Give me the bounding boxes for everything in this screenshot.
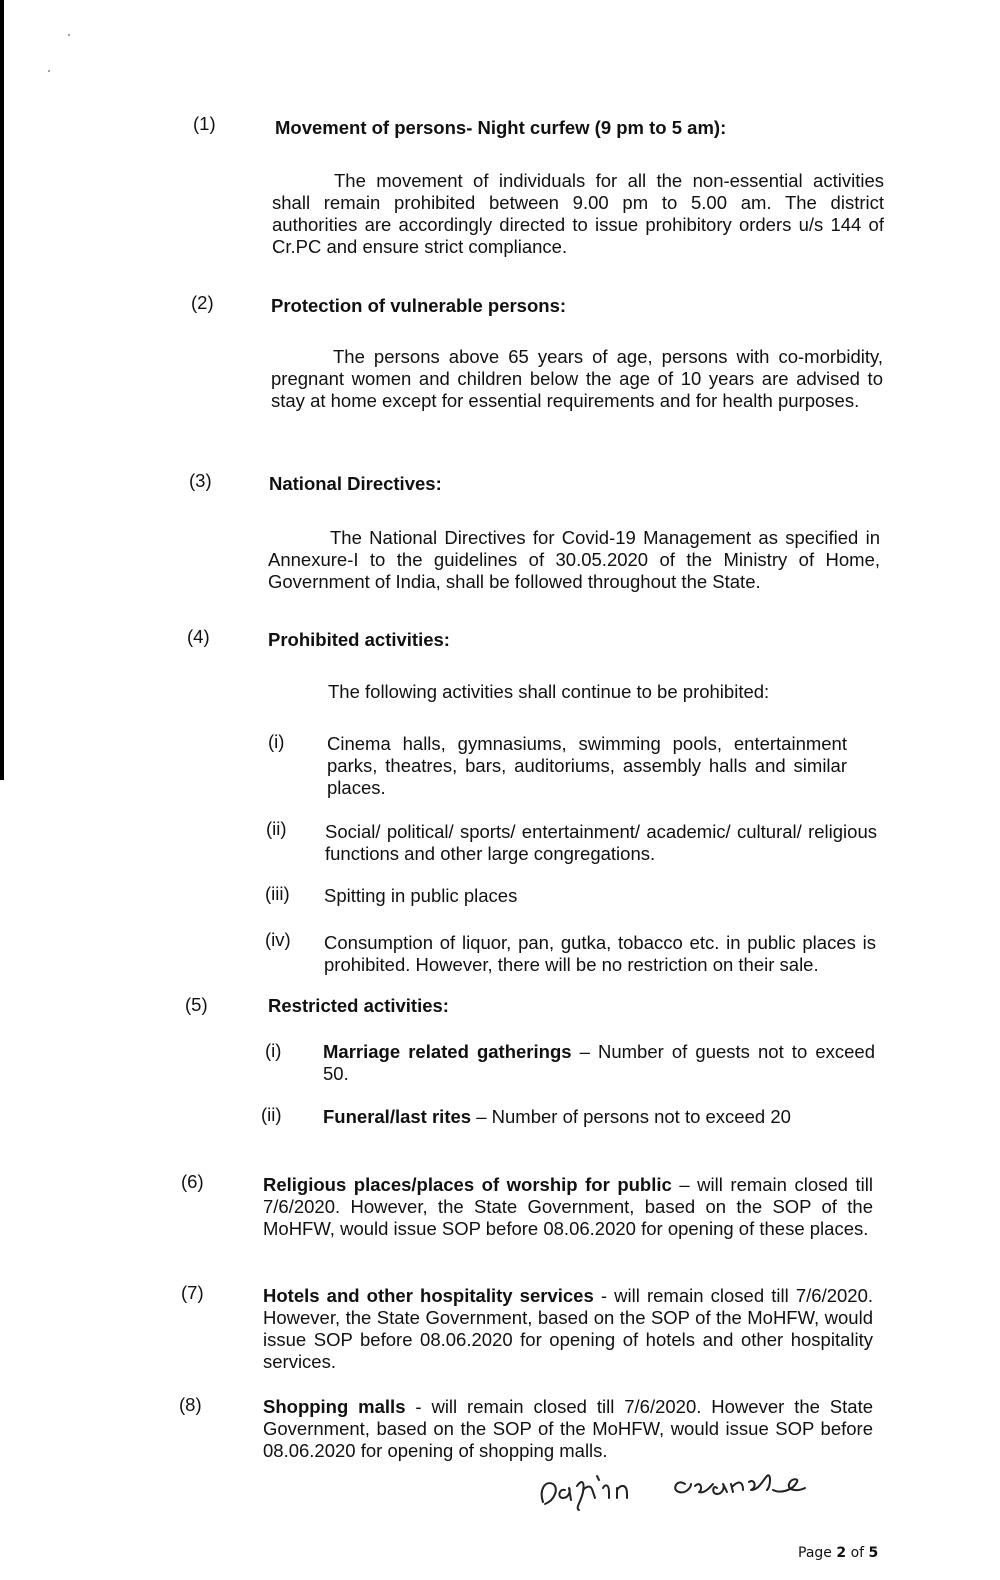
item-text: Social/ political/ sports/ entertainment/ academic/ cultural/ religious functions and other large congregations. (325, 821, 877, 864)
section-body: The persons above 65 years of age, persons with co-morbidity, pregnant women and children below the age of 10 years are advised to stay at home except for essential requirements and for health purposes. (271, 346, 883, 411)
section-number: (3) (189, 470, 212, 491)
item-number: (ii) (266, 818, 287, 839)
item-text: Consumption of liquor, pan, gutka, tobacco etc. in public places is prohibited. However, there will be no restriction on their sale. (324, 932, 876, 975)
item-text (323, 1106, 875, 1128)
section-detail: - will remain closed till 7/6/2020. However, the State Government, based on the SOP of the MoHFW, would issue SOP before 08.06.2020 for opening of hotels and other hospitality services. (263, 1285, 874, 1372)
section-number: (7) (181, 1282, 204, 1303)
page-label: Page (798, 1545, 832, 1561)
section-detail: – will remain closed till 7/6/2020. However, the State Government, based on the SOP of the MoHFW, would issue SOP before 08.06.2020 for opening of these places. (263, 1174, 873, 1239)
section-heading: Restricted activities: (268, 995, 449, 1016)
handwritten-signature (535, 1450, 855, 1520)
item-number: (ii) (261, 1104, 282, 1125)
item-detail: – Number of persons not to exceed 20 (471, 1106, 791, 1127)
page-of: of (850, 1545, 865, 1561)
page-current: 2 (836, 1545, 847, 1561)
section-body (263, 1174, 873, 1240)
item-title: Marriage related gatherings (323, 1041, 572, 1062)
item-number: (iv) (265, 929, 291, 950)
section-title: Religious places/places of worship for public (263, 1174, 672, 1195)
section-detail: - will remain closed till 7/6/2020. However the State Government, based on the SOP of the MoHFW, would issue SOP before 08.06.2020 for opening of shopping malls. (263, 1396, 874, 1461)
scan-speck (48, 70, 50, 72)
section-number: (6) (181, 1171, 204, 1192)
section-title: Hotels and other hospitality services (263, 1285, 594, 1306)
section-heading: Movement of persons- Night curfew (9 pm to 5 am): (275, 117, 727, 138)
section-heading: Prohibited activities: (268, 629, 450, 650)
section-body: The following activities shall continue to be prohibited: (328, 681, 770, 702)
item-text: Cinema halls, gymnasiums, swimming pools, entertainment parks, theatres, bars, auditoriums, assembly halls and similar places. (327, 733, 847, 798)
section-number: (8) (179, 1394, 202, 1415)
section-body (263, 1285, 873, 1373)
section-heading: National Directives: (269, 473, 442, 494)
section-body: The National Directives for Covid-19 Management as specified in Annexure-I to the guidelines of 30.05.2020 of the Ministry of Home, Government of India, shall be followed throughout the State. (268, 527, 880, 592)
section-number: (4) (187, 626, 210, 647)
section-number: (1) (193, 113, 216, 134)
item-number: (iii) (265, 883, 290, 904)
item-detail: – Number of guests not to exceed 50. (323, 1041, 875, 1084)
page-total: 5 (868, 1545, 879, 1561)
item-number: (i) (265, 1040, 282, 1061)
section-number: (2) (191, 292, 214, 313)
scan-edge (0, 0, 4, 780)
item-number: (i) (268, 731, 285, 752)
item-title: Funeral/last rites (323, 1106, 472, 1127)
scan-speck (68, 34, 70, 36)
section-number: (5) (185, 994, 208, 1015)
section-heading: Protection of vulnerable persons: (271, 295, 567, 316)
section-title: Shopping malls (263, 1396, 406, 1417)
item-text (323, 1041, 875, 1085)
page-number (798, 1542, 878, 1564)
section-body: The movement of individuals for all the non-essential activities shall remain prohibited between 9.00 pm to 5.00 am. The district authorities are accordingly directed to issue prohibitory orders u/s 144 of Cr.PC and ensure strict compliance. (272, 170, 884, 257)
item-text: Spitting in public places (324, 885, 518, 906)
